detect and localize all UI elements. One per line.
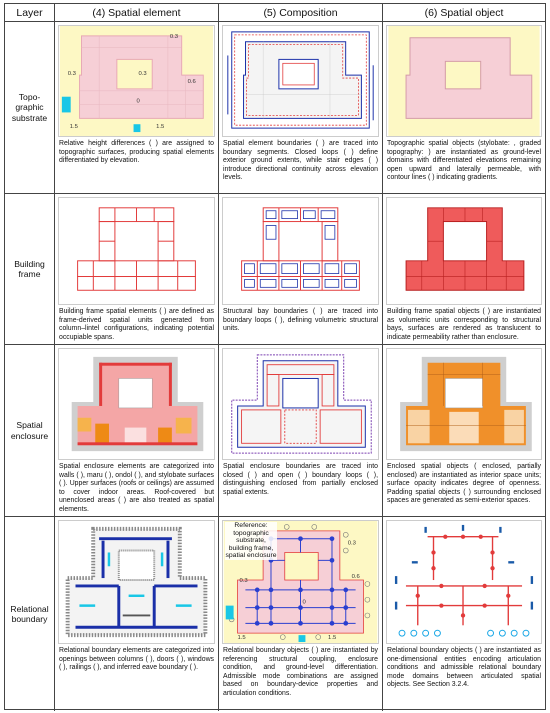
enclosure-object-plan <box>387 349 541 459</box>
topo-element-plan <box>59 26 214 136</box>
frame-composition-plan <box>223 198 378 304</box>
caption-frame-element: Building frame spatial elements ( ) are defined as frame-derived spatial units generated from column–lintel configurations, indicating potential occupiable spans. <box>59 308 214 341</box>
cell-frame-element <box>55 194 219 345</box>
cell-frame-composition <box>219 194 383 345</box>
cell-enclosure-element <box>55 345 219 517</box>
caption-enclosure-object: Enclosed spatial objects ( enclosed, partially enclosed) are instantiated as interior space units; surface opacity indicates degree of openness. Padding spatial objects ( ) surrounding enclosed spaces are generated as semi-exterior spaces. <box>387 463 541 505</box>
caption-boundary-object: Relational boundary objects ( ) are instantiated as one-dimensional entities encoding articulation conditions and admissible relational boundary mode domains between articulated spatial objects. See Section 3.2.4. <box>387 647 541 689</box>
cell-frame-object <box>383 194 545 345</box>
height-label: 1.5 <box>328 635 337 642</box>
height-label: 0 <box>302 599 306 606</box>
caption-frame-composition: Structural bay boundaries ( ) are traced into boundary loops ( ), defining volumetric structural units. <box>223 308 378 333</box>
height-label: 0.6 <box>187 78 196 85</box>
frame-object-image <box>386 197 542 305</box>
caption-enclosure-composition: Spatial enclosure boundaries are traced into closed ( ) and open ( ) boundary loops ( ), distinguishing enclosed from partially enclosed spatial extents. <box>223 463 378 496</box>
cell-topo-element <box>55 22 219 194</box>
height-label: 0.6 <box>351 574 360 581</box>
header-layer: Layer <box>5 4 55 22</box>
enclosure-element-plan <box>59 349 214 459</box>
layer-label-building-frame: Building frame <box>5 194 55 345</box>
caption-enclosure-element: Spatial enclosure elements are categorized into walls ( ), maru ( ), ondol ( ), and stylobate surfaces ( ). Upper surfaces (roofs or ceilings) are assumed to cover indoor areas. Roof-covered but unenclosed areas ( ) are also treated as spatial elements. <box>59 463 214 513</box>
figure-table <box>4 3 546 710</box>
header-spatial-element: (4) Spatial element <box>55 4 219 22</box>
layer-label-relational-boundary: Relational boundary <box>5 517 55 711</box>
caption-topo-composition: Spatial element boundaries ( ) are traced into boundary segments. Closed loops ( ) define exterior ground extents, while stair edges ( ) introduce directional continuity across elevation levels. <box>223 140 378 182</box>
cell-topo-object <box>383 22 545 194</box>
boundary-object-plan <box>387 521 541 643</box>
boundary-element-plan <box>59 521 214 643</box>
caption-frame-object: Building frame spatial objects ( ) are instantiated as volumetric units corresponding to structural bays, surfaces are rendered as translucent to indicate permeability rather than enclosure. <box>387 308 541 341</box>
height-label: 1.5 <box>237 635 246 642</box>
boundary-composition-image <box>222 520 379 644</box>
header-composition: (5) Composition <box>219 4 383 22</box>
frame-element-plan <box>59 198 214 304</box>
height-label: 0.3 <box>67 71 76 78</box>
topo-object-plan <box>387 26 541 136</box>
caption-boundary-composition: Relational boundary objects ( ) are instantiated by referencing structural coupling, enclosure condition, and ground-level differentiation. Admissible mode combinations are assigned based on boundary-device properties and articulation conditions. <box>223 647 378 697</box>
cell-enclosure-composition <box>219 345 383 517</box>
caption-topo-element: Relative height differences ( ) are assigned to topographic surfaces, producing spatial elements differentiated by elevation. <box>59 140 214 165</box>
height-label: 0.3 <box>347 540 356 547</box>
reference-label: Reference: topographic substrate, building frame, spatial enclosure <box>225 522 277 560</box>
layer-label-spatial-enclosure: Spatial enclosure <box>5 345 55 517</box>
layer-label-topographic: Topo-graphic substrate <box>5 22 55 194</box>
height-label: 0.3 <box>169 33 179 40</box>
cell-enclosure-object <box>383 345 545 517</box>
frame-object-plan <box>387 198 541 304</box>
frame-element-image <box>58 197 215 305</box>
height-label: 0.3 <box>138 71 147 78</box>
frame-composition-image <box>222 197 379 305</box>
cell-boundary-composition <box>219 517 383 711</box>
cell-boundary-object <box>383 517 545 711</box>
topo-element-image <box>58 25 215 137</box>
enclosure-composition-image <box>222 348 379 460</box>
caption-boundary-element: Relational boundary elements are categorized into openings between columns ( ), doors ( ), windows ( ), railings ( ), and inferred eave boundary ( ). <box>59 647 214 672</box>
enclosure-object-image <box>386 348 542 460</box>
boundary-object-image <box>386 520 542 644</box>
enclosure-element-image <box>58 348 215 460</box>
height-label: 0.3 <box>239 578 248 584</box>
topo-object-image <box>386 25 542 137</box>
height-label: 0 <box>136 98 140 105</box>
topo-composition-plan <box>223 26 378 136</box>
height-label: 1.5 <box>69 124 78 131</box>
enclosure-composition-plan <box>223 349 378 459</box>
header-spatial-object: (6) Spatial object <box>383 4 545 22</box>
cell-boundary-element <box>55 517 219 711</box>
topo-composition-image <box>222 25 379 137</box>
caption-topo-object: Topographic spatial objects (stylobate: , graded topography: ) are instantiated as ground-level domains with differentiated elevations remaining open upward and laterally permeable, with contour lines ( ) indicating gradients. <box>387 140 541 182</box>
cell-topo-composition <box>219 22 383 194</box>
boundary-element-image <box>58 520 215 644</box>
height-label: 1.5 <box>156 124 165 131</box>
